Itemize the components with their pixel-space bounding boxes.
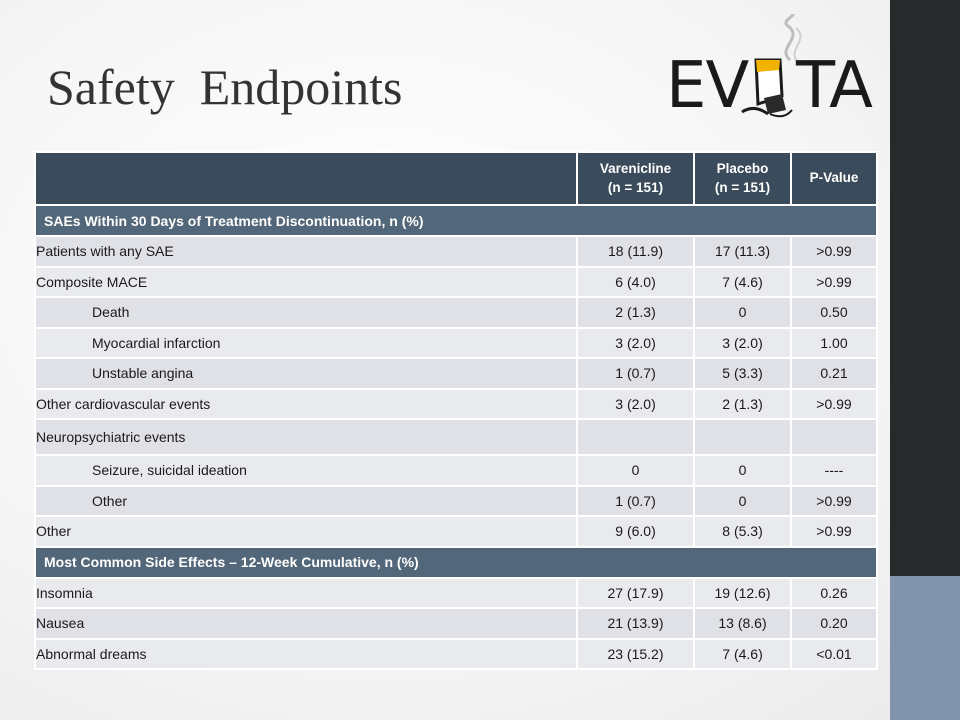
varenicline-value: 2 (1.3) [577,297,694,328]
varenicline-value: 3 (2.0) [577,389,694,420]
varenicline-value: 3 (2.0) [577,328,694,359]
header-p-value: P-Value [791,152,877,205]
table-row [35,328,877,359]
table-row [35,267,877,298]
row-label: Neuropsychiatric events [35,419,577,455]
header-varenicline-n: (n = 151) [607,179,664,195]
placebo-value: 13 (8.6) [694,608,791,639]
placebo-value: 3 (2.0) [694,328,791,359]
row-label: Abnormal dreams [35,639,577,670]
table-row [35,516,877,547]
table-row [35,419,877,455]
header-blank [35,152,577,205]
row-label: Nausea [35,608,577,639]
p-value: >0.99 [791,389,877,420]
varenicline-value: 1 (0.7) [577,486,694,517]
varenicline-value: 9 (6.0) [577,516,694,547]
placebo-value: 2 (1.3) [694,389,791,420]
table-row [35,578,877,609]
table-row [35,455,877,486]
table-header-row [35,152,877,205]
placebo-value: 0 [694,455,791,486]
section-row [35,547,877,578]
placebo-value [694,419,791,455]
p-value: >0.99 [791,236,877,267]
placebo-value: 8 (5.3) [694,516,791,547]
row-label: Death [35,297,577,328]
varenicline-value: 1 (0.7) [577,358,694,389]
p-value: <0.01 [791,639,877,670]
varenicline-value: 6 (4.0) [577,267,694,298]
p-value: >0.99 [791,486,877,517]
p-value: 0.26 [791,578,877,609]
p-value [791,419,877,455]
placebo-value: 7 (4.6) [694,639,791,670]
varenicline-value [577,419,694,455]
row-label: Patients with any SAE [35,236,577,267]
p-value: 0.21 [791,358,877,389]
header-varenicline-name: Varenicline [599,161,672,177]
row-label: Composite MACE [35,267,577,298]
logo-text-right: TA [796,49,872,123]
section-row [35,205,877,236]
varenicline-value: 0 [577,455,694,486]
varenicline-value: 27 (17.9) [577,578,694,609]
table-row [35,639,877,670]
row-label: Other [35,516,577,547]
placebo-value: 5 (3.3) [694,358,791,389]
header-placebo [694,152,791,205]
p-value: ---- [791,455,877,486]
row-label: Insomnia [35,578,577,609]
header-varenicline [577,152,694,205]
p-value: 0.20 [791,608,877,639]
section-title: SAEs Within 30 Days of Treatment Discontinuation, n (%) [35,205,877,236]
varenicline-value: 21 (13.9) [577,608,694,639]
row-label: Other cardiovascular events [35,389,577,420]
page-title: Safety Endpoints [47,59,403,115]
placebo-value: 19 (12.6) [694,578,791,609]
right-accent-block [890,576,960,720]
safety-endpoints-table [34,151,878,670]
table-row [35,389,877,420]
varenicline-value: 18 (11.9) [577,236,694,267]
evita-logo [658,14,878,126]
p-value: 0.50 [791,297,877,328]
placebo-value: 0 [694,486,791,517]
row-label: Seizure, suicidal ideation [35,455,577,486]
table-row [35,608,877,639]
table-row [35,297,877,328]
p-value: 1.00 [791,328,877,359]
row-label: Myocardial infarction [35,328,577,359]
table-row [35,236,877,267]
logo-text-left: EV [666,49,749,123]
placebo-value: 7 (4.6) [694,267,791,298]
header-placebo-name: Placebo [716,161,769,177]
placebo-value: 0 [694,297,791,328]
p-value: >0.99 [791,267,877,298]
p-value: >0.99 [791,516,877,547]
row-label: Other [35,486,577,517]
table-row [35,486,877,517]
varenicline-value: 23 (15.2) [577,639,694,670]
placebo-value: 17 (11.3) [694,236,791,267]
table-row [35,358,877,389]
header-placebo-n: (n = 151) [714,179,771,195]
row-label: Unstable angina [35,358,577,389]
section-title: Most Common Side Effects – 12-Week Cumulative, n (%) [35,547,877,578]
